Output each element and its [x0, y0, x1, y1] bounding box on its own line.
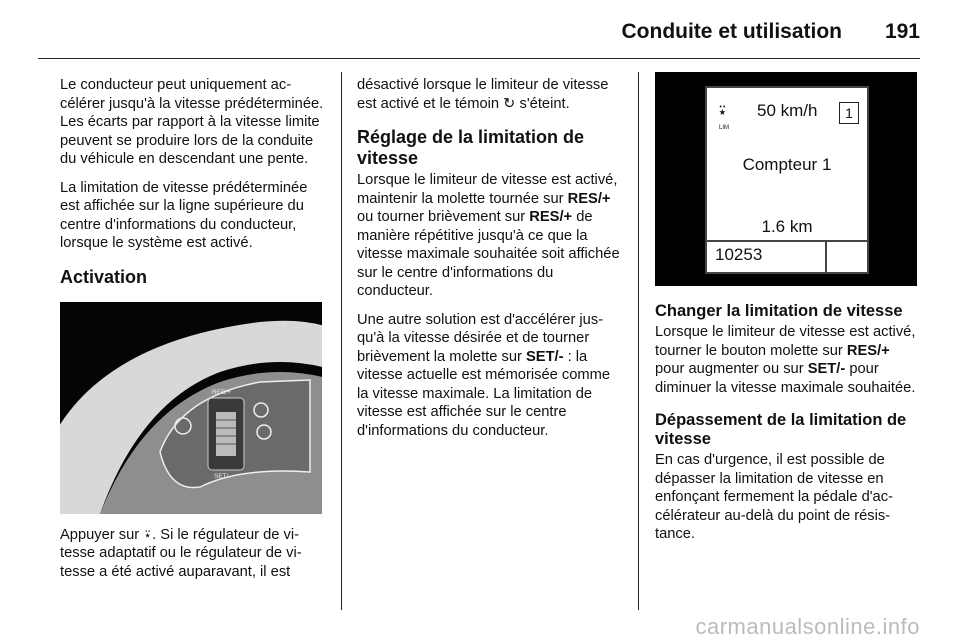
column-1 [60, 76, 326, 591]
display-distance: 1.6 km [761, 217, 813, 236]
speed-limiter-icon: ⍣ [717, 101, 728, 121]
display-page-badge: 1 [839, 102, 859, 124]
display-counter: Compteur 1 [742, 155, 832, 174]
section-heading-change-limit: Changer la limitation de vitesse [655, 302, 903, 320]
section-heading-exceed-limit: Dépassement de la limitation de vitesse [655, 411, 907, 448]
limiter-indicator-icon: ↻ [503, 95, 516, 112]
display-odometer: 10253 [715, 245, 763, 264]
speed-limiter-icon: ⍣ [143, 526, 153, 543]
paragraph: Lorsque le limiteur de vitesse est activé, tourner le bouton molette sur RES/+ pour augmenter ou sur SET/- pour diminuer la vitesse maximale souhaitée. [655, 324, 916, 396]
display-bottom-row [707, 240, 867, 272]
paragraph: Lorsque le limiteur de vitesse est activé, maintenir la molette tournée sur RES/+ ou tourner brièvement sur RES/+ de manière répétitive jusqu'à ce que la vitesse maximale souhaitée soit affichée sur le centre d'informations du conducteur. [357, 172, 620, 299]
watermark: carmanualsonline.info [695, 614, 920, 639]
paragraph: désactivé lorsque le limiteur de vitesse est activé et le témoin ↻ s'éteint. [357, 77, 609, 112]
steering-wheel-illustration [60, 302, 322, 514]
display-lim-label: LIM [719, 125, 730, 131]
wheel-label-set: SET/- [214, 472, 231, 480]
driver-info-display-figure [655, 72, 917, 286]
display-top-row [707, 101, 867, 131]
paragraph: Le conducteur peut uniquement accélérer jusqu'à la vitesse prédéterminée. Les écarts par rapport à la vitesse limite peuvent se produire lors de la conduite du véhicule en descendant une pente. [60, 77, 324, 167]
column-divider-2 [638, 72, 639, 610]
paragraph: Appuyer sur ⍣. Si le régulateur de vitesse adaptatif ou le régulateur de vitesse a été activé auparavant, il est [60, 526, 302, 580]
column-2 [357, 76, 623, 450]
paragraph: En cas d'urgence, il est possible de dépasser la limitation de vitesse en enfonçant fermement la pédale d'accélérateur au-delà du point de résistance. [655, 452, 893, 542]
paragraph: La limitation de vitesse prédéterminée est affichée sur la ligne supérieure du centre d'informations du conducteur, lorsque le système est activé. [60, 179, 308, 251]
header-title: Conduite et utilisation [621, 20, 842, 43]
header-rule [38, 58, 920, 59]
display-speed: 50 km/h [757, 101, 818, 120]
section-heading-activation: Activation [60, 266, 148, 287]
display-empty-cell [825, 242, 867, 272]
driver-info-display [705, 86, 869, 274]
section-heading-speed-limit-setting: Réglage de la limitation de vitesse [357, 127, 585, 168]
wheel-label-res: RES/+ [212, 388, 231, 396]
steering-wheel-figure [60, 302, 322, 514]
column-3 [655, 72, 921, 554]
column-divider-1 [341, 72, 342, 610]
paragraph: Une autre solution est d'accélérer jusqu'à la vitesse désirée et de tourner brièvement la molette sur SET/- : la vitesse actuelle est mémorisée comme la vitesse maximale. La limitation de vitesse est affichée sur le centre d'informations du conducteur. [357, 311, 611, 439]
page-number: 191 [884, 20, 920, 43]
